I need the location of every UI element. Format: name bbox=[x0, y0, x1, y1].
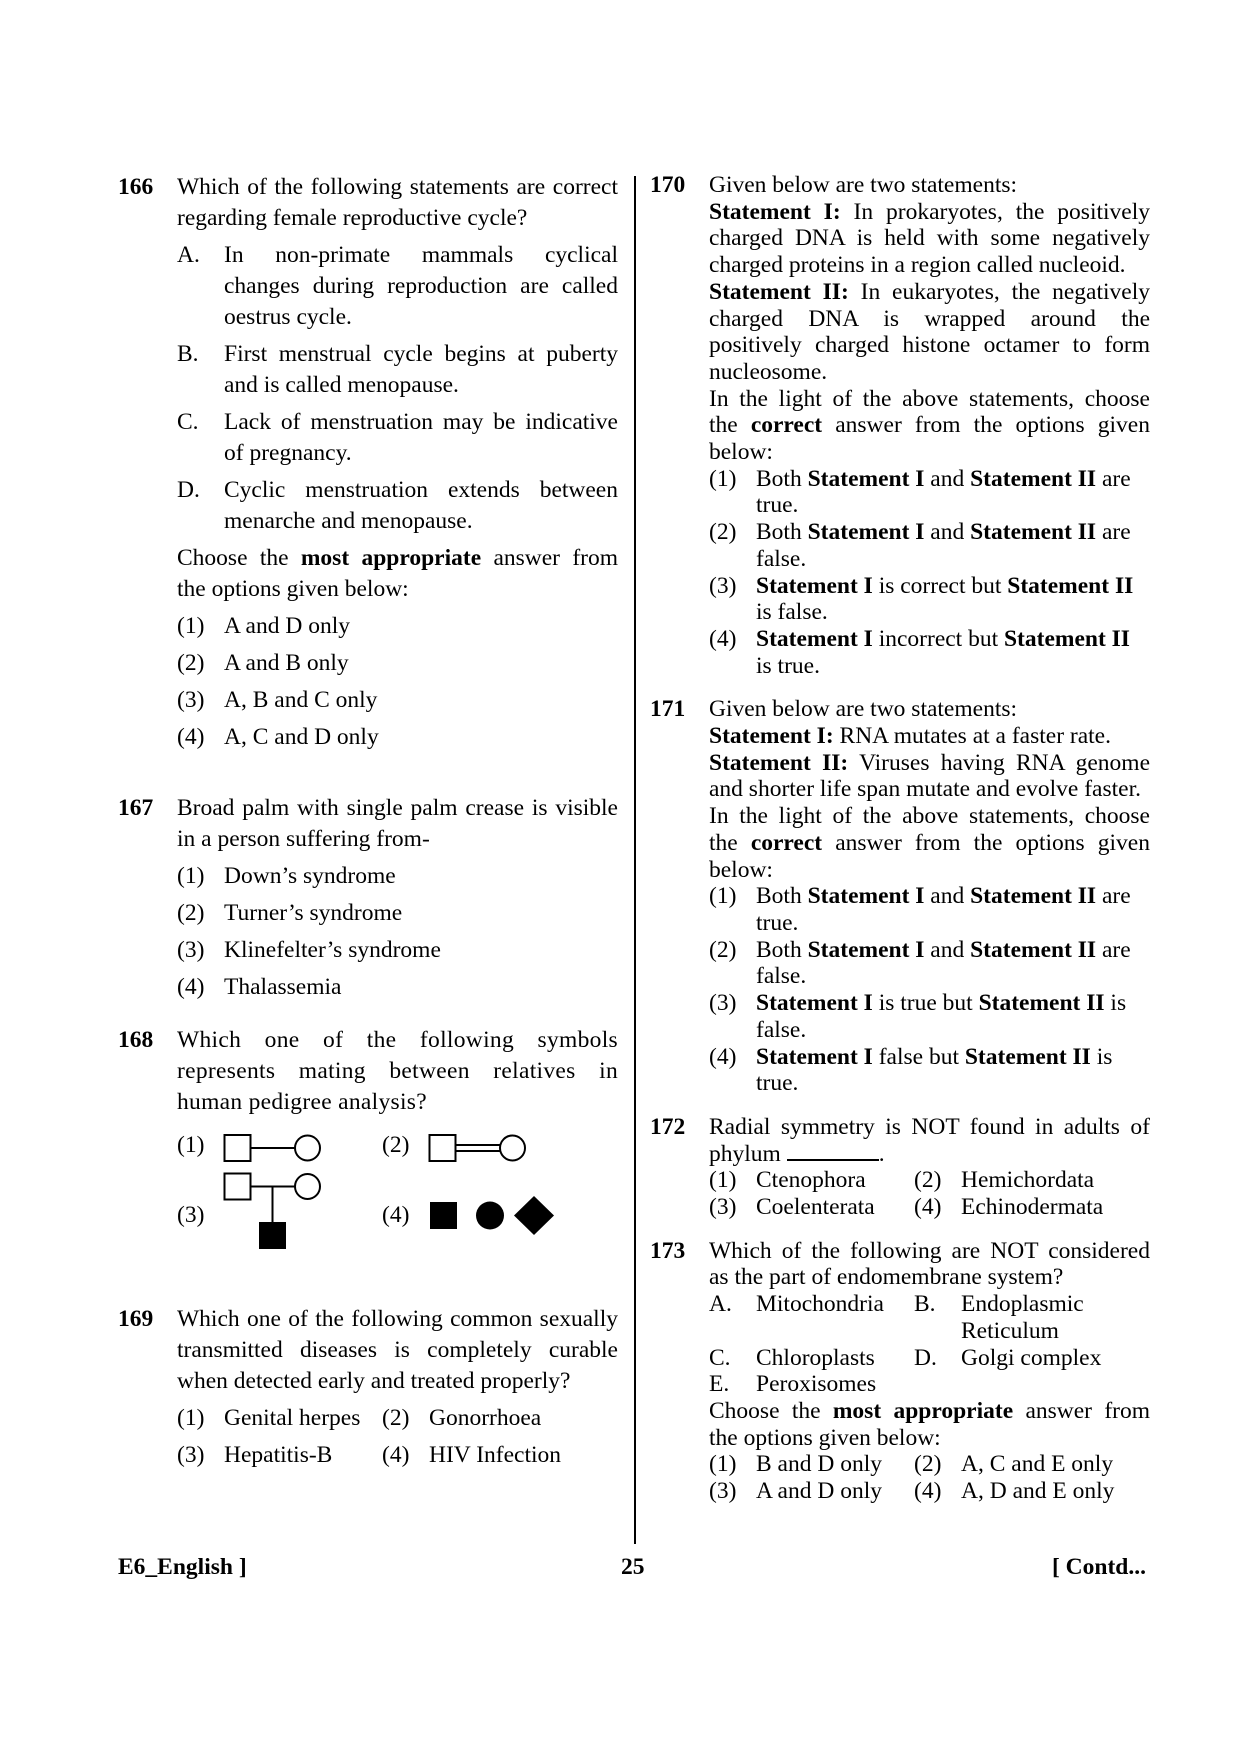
option-row bbox=[709, 1478, 1150, 1505]
filled-square-icon bbox=[430, 1202, 457, 1229]
option-text: Hepatitis-B bbox=[224, 1442, 333, 1468]
statement-label: C. bbox=[177, 409, 199, 435]
option-text: Thalassemia bbox=[224, 974, 342, 1000]
page-number: 25 bbox=[621, 1554, 645, 1580]
right-column bbox=[650, 172, 1150, 1505]
female-circle-icon bbox=[295, 1174, 320, 1199]
question-number: 171 bbox=[650, 696, 686, 723]
answer-blank bbox=[787, 1141, 879, 1161]
option-label: (3) bbox=[709, 572, 737, 599]
answer-option[interactable] bbox=[914, 1167, 1094, 1194]
male-square-icon bbox=[225, 1174, 251, 1200]
option-row bbox=[709, 1194, 1150, 1221]
question-171 bbox=[650, 696, 1150, 1097]
answer-option[interactable]: (3) Statement I is true but Statement II is false. bbox=[709, 990, 1127, 1043]
option-row bbox=[177, 1440, 618, 1471]
option-label[interactable]: (1) bbox=[177, 1132, 205, 1158]
question-173 bbox=[650, 1238, 1150, 1505]
option-label[interactable]: (2) bbox=[382, 1132, 410, 1158]
answer-option[interactable] bbox=[914, 1194, 1103, 1221]
answer-prompt: In the light of the above statements, choose the correct answer from the options given below: bbox=[709, 803, 1150, 883]
list-item: B. Endoplasmic Reticulum bbox=[914, 1291, 1084, 1344]
answer-option[interactable] bbox=[177, 898, 618, 929]
option-text: Echinodermata bbox=[961, 1194, 1104, 1221]
option-label: (3) bbox=[177, 687, 205, 713]
question-intro: Given below are two statements: bbox=[709, 172, 1018, 198]
option-label: (2) bbox=[914, 1167, 942, 1194]
male-square-icon bbox=[225, 1135, 251, 1161]
list-item: A. Mitochondria bbox=[709, 1291, 884, 1318]
answer-option[interactable] bbox=[382, 1440, 561, 1471]
question-169 bbox=[118, 1304, 618, 1471]
option-label: (1) bbox=[177, 613, 205, 639]
statement-1: Statement I: RNA mutates at a faster rate. bbox=[709, 723, 1111, 750]
question-168 bbox=[118, 1025, 618, 1254]
option-label: (3) bbox=[709, 1194, 737, 1221]
answer-option[interactable] bbox=[177, 648, 618, 679]
option-label[interactable]: (4) bbox=[382, 1202, 410, 1228]
item-row bbox=[709, 1291, 1150, 1344]
statement-label: A. bbox=[177, 242, 200, 268]
column-divider bbox=[634, 176, 636, 1544]
statement-text: Lack of menstruation may be indicative of pregnancy. bbox=[224, 409, 618, 466]
symbol-row-2 bbox=[177, 1172, 618, 1254]
option-text: A and D only bbox=[756, 1478, 882, 1505]
question-number: 167 bbox=[118, 795, 154, 821]
option-label: (3) bbox=[177, 1442, 205, 1468]
option-label: (4) bbox=[177, 974, 205, 1000]
female-circle-icon bbox=[295, 1136, 320, 1161]
option-label: (1) bbox=[709, 465, 737, 492]
filled-circle-icon bbox=[476, 1202, 504, 1230]
question-number: 166 bbox=[118, 174, 154, 200]
question-stem: Which one of the following common sexually transmitted diseases is completely curable when detected early and treated properly? bbox=[177, 1306, 618, 1394]
answer-option[interactable] bbox=[709, 1167, 914, 1194]
question-167 bbox=[118, 793, 618, 1003]
option-label: (3) bbox=[177, 937, 205, 963]
option-text: Genital herpes bbox=[224, 1405, 361, 1431]
answer-option[interactable] bbox=[177, 685, 618, 716]
statement-2: Statement II: In eukaryotes, the negatively charged DNA is wrapped around the positively charged histone octamer to form nucleosome. bbox=[709, 278, 1150, 385]
left-column bbox=[118, 172, 618, 1471]
option-row bbox=[709, 1167, 1150, 1194]
answer-option[interactable] bbox=[177, 722, 618, 753]
question-number: 169 bbox=[118, 1306, 154, 1332]
option-label: (4) bbox=[177, 724, 205, 750]
offspring-symbol[interactable] bbox=[223, 1172, 323, 1254]
option-label: (4) bbox=[914, 1194, 942, 1221]
option-text: A, C and D only bbox=[224, 724, 379, 750]
answer-option[interactable] bbox=[709, 1194, 914, 1221]
answer-option[interactable]: (2) Both Statement I and Statement II are false. bbox=[709, 519, 1131, 572]
answer-prompt: Choose the most appropriate answer from the options given below: bbox=[709, 1397, 1150, 1451]
question-stem: Broad palm with single palm crease is visible in a person suffering from- bbox=[177, 795, 618, 852]
option-label: (3) bbox=[709, 990, 737, 1017]
answer-prompt: In the light of the above statements, choose the correct answer from the options given below: bbox=[709, 385, 1150, 466]
female-circle-icon bbox=[500, 1136, 525, 1161]
answer-option[interactable] bbox=[914, 1478, 1114, 1505]
answer-option[interactable]: (1) Both Statement I and Statement II are true. bbox=[709, 465, 1131, 519]
list-item: D. Golgi complex bbox=[914, 1344, 1102, 1371]
question-stem: Which one of the following symbols represents mating between relatives in human pedigree analysis? bbox=[177, 1027, 618, 1115]
option-label: (4) bbox=[709, 625, 737, 652]
question-172 bbox=[650, 1114, 1150, 1221]
answer-option[interactable] bbox=[177, 611, 618, 642]
option-text: HIV Infection bbox=[429, 1442, 562, 1468]
affected-male-icon bbox=[259, 1222, 286, 1249]
statement-text: Cyclic menstruation extends between menarche and menopause. bbox=[224, 477, 618, 534]
item-row bbox=[709, 1345, 1150, 1372]
mating-symbol[interactable] bbox=[223, 1132, 323, 1164]
answer-prompt: Choose the most appropriate answer from the options given below: bbox=[177, 545, 618, 602]
answer-option[interactable] bbox=[177, 935, 618, 966]
answer-option[interactable] bbox=[177, 861, 618, 892]
continued-label: [ Contd... bbox=[1051, 1554, 1146, 1580]
option-label: (3) bbox=[709, 1478, 737, 1505]
question-number: 168 bbox=[118, 1027, 154, 1053]
option-label: (4) bbox=[382, 1442, 410, 1468]
answer-option[interactable] bbox=[177, 1403, 382, 1434]
statement-item bbox=[177, 339, 618, 401]
option-label: (2) bbox=[709, 519, 737, 546]
answer-option[interactable] bbox=[709, 1451, 914, 1478]
option-label: (4) bbox=[709, 1043, 737, 1070]
option-label: (2) bbox=[177, 900, 205, 926]
answer-option[interactable]: (1) Both Statement I and Statement II are true. bbox=[709, 883, 1131, 936]
answer-option[interactable]: (2) Both Statement I and Statement II are false. bbox=[709, 936, 1131, 990]
option-label: (1) bbox=[709, 883, 737, 910]
option-label: (1) bbox=[709, 1451, 737, 1478]
statement-item bbox=[177, 475, 618, 537]
option-text: Down’s syndrome bbox=[224, 863, 396, 889]
option-label: (1) bbox=[709, 1167, 737, 1194]
option-text: Coelenterata bbox=[756, 1194, 875, 1221]
question-stem: Which of the following statements are correct regarding female reproductive cycle? bbox=[177, 174, 618, 231]
answer-option[interactable] bbox=[914, 1451, 1113, 1478]
answer-option[interactable]: (4) Statement I incorrect but Statement II is true. bbox=[709, 625, 1130, 679]
option-label: (2) bbox=[709, 936, 737, 963]
option-text: A, C and E only bbox=[961, 1451, 1114, 1478]
statement-item bbox=[177, 240, 618, 333]
option-label: (2) bbox=[382, 1405, 410, 1431]
question-170 bbox=[650, 172, 1150, 679]
option-text: A, B and C only bbox=[224, 687, 378, 713]
option-label[interactable]: (3) bbox=[177, 1202, 205, 1228]
symbol-row-1 bbox=[177, 1130, 618, 1166]
option-text: A and D only bbox=[224, 613, 350, 639]
question-166 bbox=[118, 172, 618, 753]
option-label: (2) bbox=[914, 1451, 942, 1478]
statement-1: Statement I: In prokaryotes, the positively charged DNA is held with some negatively charged proteins in a region called nucleoid. bbox=[709, 198, 1150, 279]
item-row bbox=[709, 1371, 1150, 1398]
consanguineous-mating-symbol[interactable] bbox=[428, 1132, 528, 1164]
question-number: 173 bbox=[650, 1237, 686, 1264]
statement-item bbox=[177, 407, 618, 469]
statement-text: First menstrual cycle begins at puberty and is called menopause. bbox=[224, 341, 618, 398]
booklet-code: E6_English ] bbox=[118, 1554, 247, 1580]
page-footer bbox=[118, 1554, 1148, 1588]
option-text: Klinefelter’s syndrome bbox=[224, 937, 441, 963]
list-item: E. Peroxisomes bbox=[709, 1371, 877, 1398]
male-square-icon bbox=[430, 1135, 456, 1161]
statement-label: D. bbox=[177, 477, 200, 503]
option-text: Ctenophora bbox=[756, 1167, 866, 1194]
affected-individuals-symbol[interactable] bbox=[428, 1196, 558, 1236]
statement-label: B. bbox=[177, 341, 199, 367]
option-row bbox=[709, 1451, 1150, 1478]
answer-option[interactable] bbox=[177, 972, 618, 1003]
filled-diamond-icon bbox=[514, 1196, 554, 1235]
option-text: Turner’s syndrome bbox=[224, 900, 403, 926]
question-number: 172 bbox=[650, 1113, 686, 1140]
statement-2: Statement II: Viruses having RNA genome and shorter life span mutate and evolve faster. bbox=[709, 749, 1150, 803]
option-text: A and B only bbox=[224, 650, 349, 676]
statement-text: In non-primate mammals cyclical changes during reproduction are called oestrus cycle. bbox=[224, 242, 618, 330]
answer-option[interactable] bbox=[177, 1440, 382, 1471]
question-intro: Given below are two statements: bbox=[709, 696, 1018, 723]
option-text: Hemichordata bbox=[961, 1167, 1095, 1194]
answer-option[interactable]: (3) Statement I is correct but Statement II is false. bbox=[709, 572, 1134, 626]
answer-option[interactable]: (4) Statement I false but Statement II is true. bbox=[709, 1043, 1113, 1097]
answer-option[interactable] bbox=[382, 1403, 541, 1434]
question-number: 170 bbox=[650, 172, 686, 198]
option-text: B and D only bbox=[756, 1451, 882, 1478]
question-stem: Radial symmetry is NOT found in adults of phylum . bbox=[709, 1113, 1150, 1167]
option-label: (2) bbox=[177, 650, 205, 676]
answer-option[interactable] bbox=[709, 1478, 914, 1505]
option-row bbox=[177, 1403, 618, 1434]
option-text: Gonorrhoea bbox=[429, 1405, 542, 1431]
option-label: (4) bbox=[914, 1478, 942, 1505]
option-label: (1) bbox=[177, 863, 205, 889]
option-text: A, D and E only bbox=[961, 1478, 1115, 1505]
question-stem: Which of the following are NOT considered as the part of endomembrane system? bbox=[709, 1237, 1150, 1291]
option-label: (1) bbox=[177, 1405, 205, 1431]
list-item: C. Chloroplasts bbox=[709, 1344, 875, 1371]
